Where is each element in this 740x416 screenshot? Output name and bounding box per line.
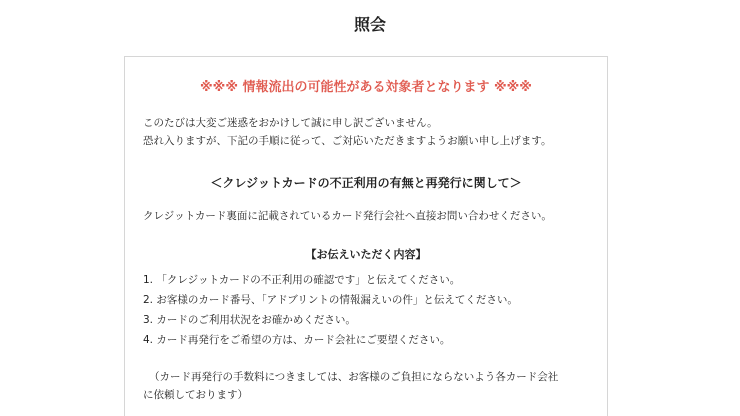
apology-line-2: 恐れ入りますが、下記の手順に従って、ご対応いただきますようお願い申し上げます。: [143, 135, 552, 147]
notice-card: [124, 56, 608, 416]
section-heading: ＜クレジットカードの不正利用の有無と再発行に関して＞: [210, 176, 522, 190]
fee-note-line-2: に依頼しております）: [143, 389, 248, 401]
alert-heading: ※※※ 情報流出の可能性がある対象者となります ※※※: [200, 80, 532, 95]
page-title: 照会: [353, 15, 386, 34]
step-item-2: 2. お客様のカード番号、「アドブリントの情報漏えいの件」と伝えてください。: [143, 294, 518, 306]
steps-subheading: 【お伝えいただく内容】: [305, 248, 427, 261]
fee-note-line-1: （カード再発行の手数料につきましては、お客様のご負担にならないよう各カード会社: [149, 371, 559, 383]
step-item-4: 4. カード再発行をご希望の方は、カード会社にご要望ください。: [143, 334, 451, 346]
apology-line-1: このたびは大変ご迷惑をおかけして誠に申し訳ございません。: [143, 117, 438, 129]
step-item-1: 1. 「クレジットカードの不正利用の確認です」と伝えてください。: [143, 274, 461, 286]
step-item-3: 3. カードのご利用状況をお確かめください。: [143, 314, 356, 326]
contact-instruction: クレジットカード裏面に記載されているカード発行会社へ直接お問い合わせください。: [143, 210, 552, 222]
steps-list: [143, 270, 518, 350]
